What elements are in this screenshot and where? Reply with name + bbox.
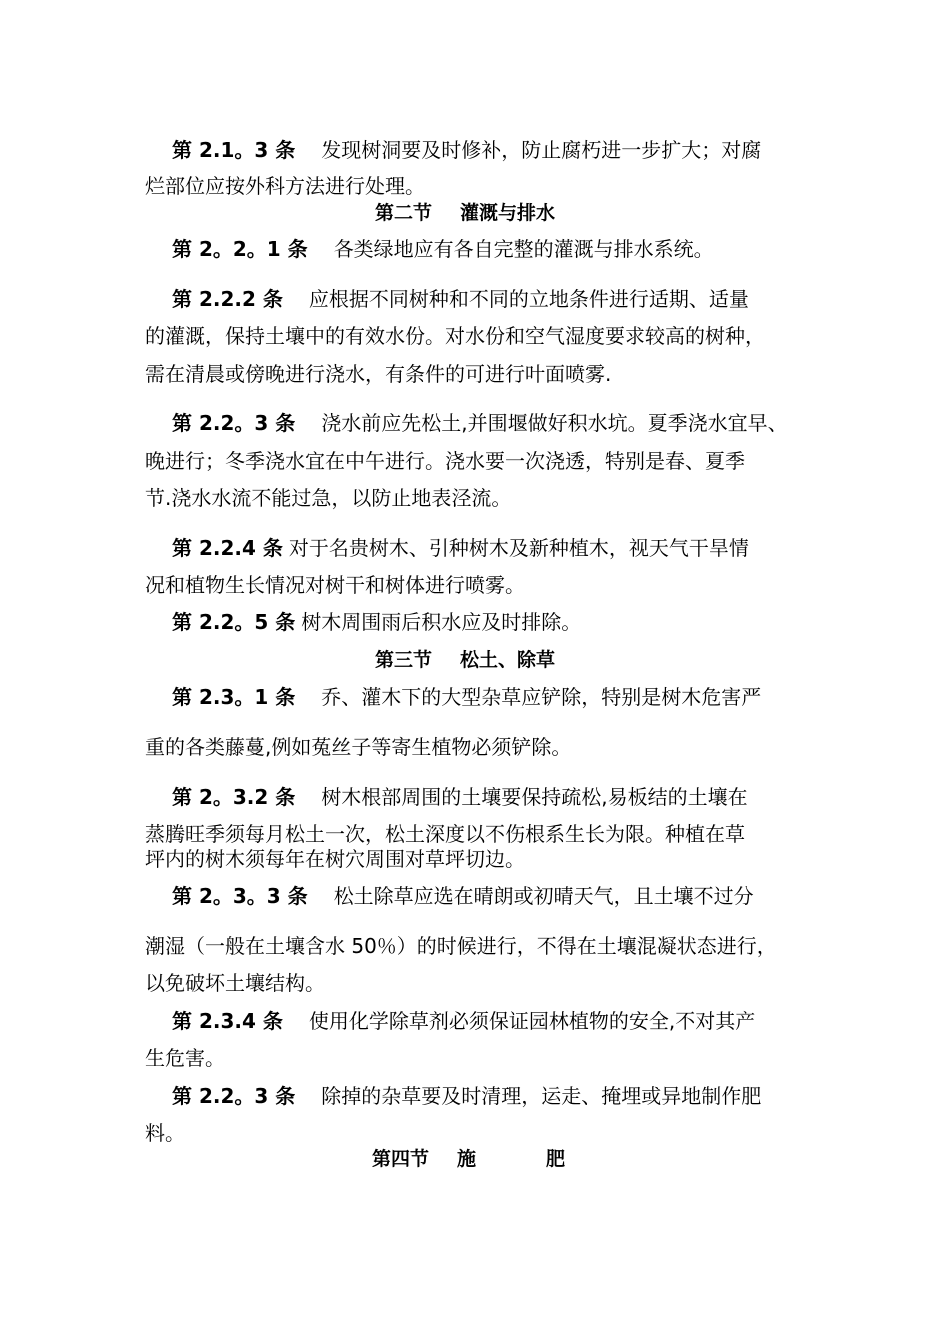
article-number: 第 2.2。3 条: [172, 1084, 296, 1108]
article-line: [172, 683, 761, 711]
article-text: 发现树洞要及时修补，防止腐朽进一步扩大；对腐: [321, 138, 762, 162]
section-heading: [375, 646, 555, 674]
text-line: 潮湿（一般在土壤含水 50％）的时候进行，不得在土壤混凝状态进行，: [145, 934, 777, 958]
text-line: 料。: [145, 1121, 185, 1145]
article-text: 各类绿地应有各自完整的灌溉与排水系统。: [333, 237, 714, 261]
article-line: [172, 534, 749, 562]
article-line: [172, 235, 714, 263]
section-title: 施: [457, 1148, 477, 1170]
article-text: 浇水前应先松土,并围堰做好积水坑。夏季浇水宜早、: [321, 411, 788, 435]
article-text: 对于名贵树木、引种树木及新种植木，视天气干旱情: [288, 536, 749, 560]
text-line: 重的各类藤蔓,例如菟丝子等寄生植物必须铲除。: [145, 735, 572, 759]
article-line: [172, 136, 761, 164]
section-title: 松土、除草: [460, 649, 556, 671]
text-line: 需在清晨或傍晚进行浇水，有条件的可进行叶面喷雾.: [145, 362, 612, 386]
article-text: 使用化学除草剂必须保证园林植物的安全,不对其产: [308, 1009, 756, 1033]
section-number: 第三节: [375, 649, 433, 671]
article-line: [172, 783, 748, 811]
text-line: 节.浇水水流不能过急，以防止地表泾流。: [145, 486, 512, 510]
article-text: 树木根部周围的土壤要保持疏松,易板结的土壤在: [321, 785, 748, 809]
text-line: 晚进行；冬季浇水宜在中午进行。浇水要一次浇透，特别是春、夏季: [145, 449, 745, 473]
text-line: 况和植物生长情况对树干和树体进行喷雾。: [145, 573, 525, 597]
article-text: 除掉的杂草要及时清理，运走、掩埋或异地制作肥: [321, 1084, 762, 1108]
article-line: [172, 1082, 761, 1110]
text-line: 的灌溉，保持土壤中的有效水份。对水份和空气湿度要求较高的树种，: [145, 324, 765, 348]
section-number: 第四节: [372, 1148, 430, 1170]
article-number: 第 2。3。3 条: [172, 884, 308, 908]
article-text: 乔、灌木下的大型杂草应铲除，特别是树木危害严: [321, 685, 762, 709]
article-line: [172, 409, 788, 437]
article-line: [172, 608, 581, 636]
text-line: 坪内的树木须每年在树穴周围对草坪切边。: [145, 847, 525, 871]
section-heading: [372, 1145, 565, 1173]
text-line: 以免破坏土壤结构。: [145, 971, 325, 995]
article-number: 第 2.1。3 条: [172, 138, 296, 162]
article-number: 第 2.3.4 条: [172, 1009, 283, 1033]
text-line: 生危害。: [145, 1046, 225, 1070]
article-number: 第 2.2。5 条: [172, 610, 296, 634]
article-text: 松土除草应选在晴朗或初晴天气，且土壤不过分: [333, 884, 754, 908]
article-text: 树木周围雨后积水应及时排除。: [301, 610, 582, 634]
article-line: [172, 285, 749, 313]
article-number: 第 2.2.4 条: [172, 536, 283, 560]
article-number: 第 2.3。1 条: [172, 685, 296, 709]
article-text: 应根据不同树种和不同的立地条件进行适期、适量: [308, 287, 749, 311]
article-number: 第 2.2。3 条: [172, 411, 296, 435]
article-number: 第 2.2.2 条: [172, 287, 283, 311]
article-number: 第 2。2。1 条: [172, 237, 308, 261]
section-number: 第二节: [375, 202, 433, 224]
section-heading: [375, 199, 555, 227]
text-line: 蒸腾旺季须每月松土一次，松土深度以不伤根系生长为限。种植在草: [145, 822, 745, 846]
article-number: 第 2。3.2 条: [172, 785, 296, 809]
article-line: [172, 1007, 755, 1035]
text-line: 烂部位应按外科方法进行处理。: [145, 174, 425, 198]
article-line: [172, 882, 754, 910]
section-title: 灌溉与排水: [460, 202, 556, 224]
section-title: 肥: [546, 1148, 566, 1170]
